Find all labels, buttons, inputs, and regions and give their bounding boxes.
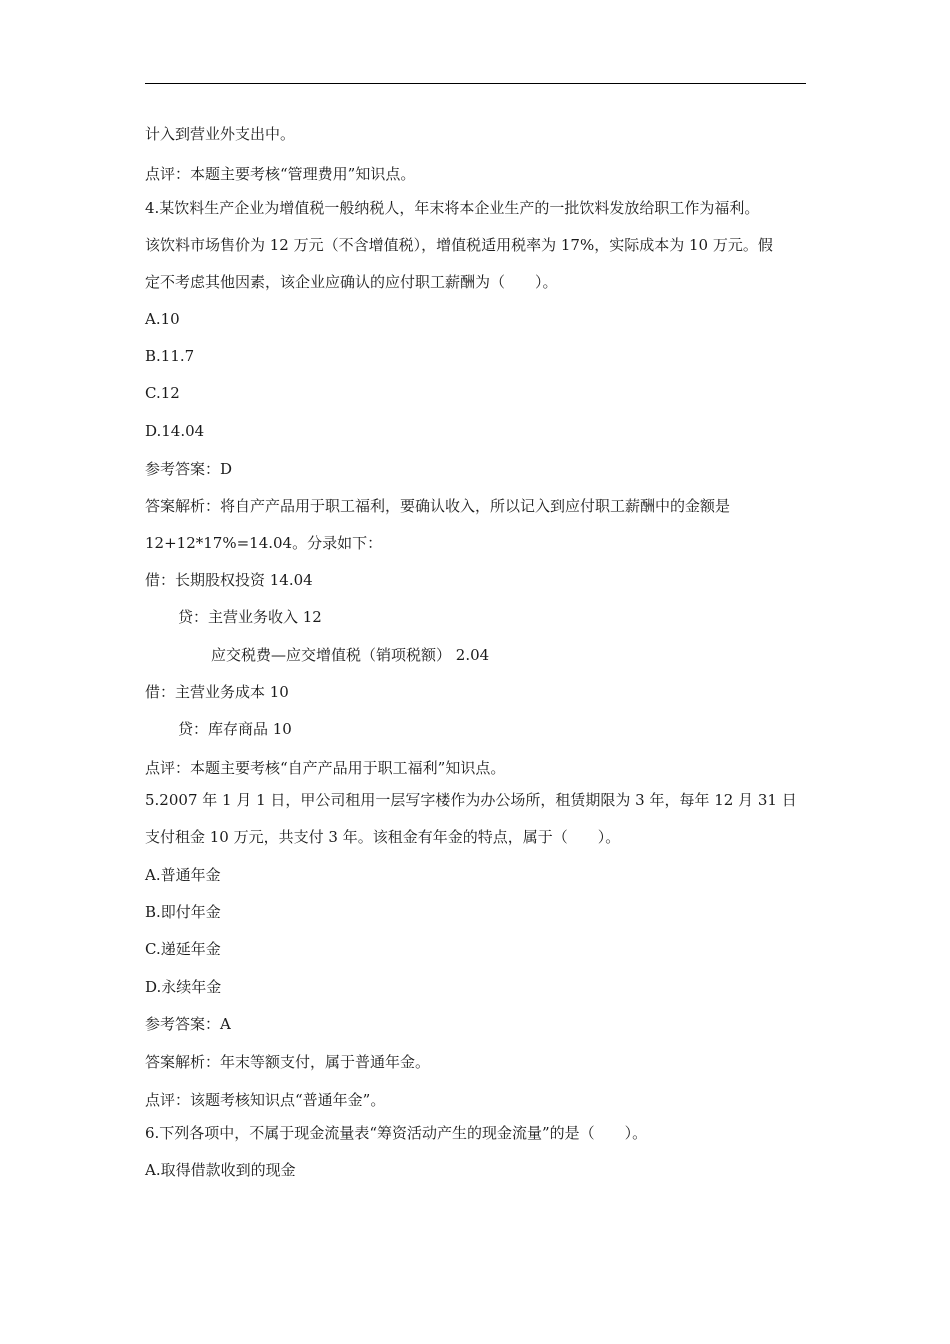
journal-entry-credit: 贷：库存商品 10 (178, 720, 292, 738)
option-a: A.10 (145, 310, 180, 328)
option-a: A.取得借款收到的现金 (145, 1161, 296, 1179)
answer-explanation: 答案解析：将自产产品用于职工福利，要确认收入，所以记入到应付职工薪酬中的金额是 (145, 497, 731, 515)
question-5-stem: 5.2007 年 1 月 1 日，甲公司租用一层写字楼作为办公场所，租赁期限为 3 年，每年 12 月 31 日 (145, 791, 797, 809)
comment-line: 点评：本题主要考核“自产产品用于职工福利”知识点。 (145, 759, 506, 777)
answer-explanation: 12+12*17%=14.04。分录如下： (145, 534, 383, 552)
option-c: C.递延年金 (145, 940, 221, 958)
option-d: D.永续年金 (145, 978, 222, 996)
comment-line: 点评：该题考核知识点“普通年金”。 (145, 1091, 386, 1109)
comment-line: 点评：本题主要考核“管理费用”知识点。 (145, 165, 416, 183)
reference-answer: 参考答案：A (145, 1015, 231, 1033)
option-b: B.即付年金 (145, 903, 221, 921)
option-b: B.11.7 (145, 347, 195, 365)
journal-entry-debit: 借：主营业务成本 10 (145, 683, 289, 701)
journal-entry-credit: 应交税费—应交增值税（销项税额） 2.04 (211, 646, 490, 664)
question-4-stem: 4.某饮料生产企业为增值税一般纳税人，年末将本企业生产的一批饮料发放给职工作为福利。 (145, 199, 760, 217)
question-4-stem: 该饮料市场售价为 12 万元（不含增值税），增值税适用税率为 17%，实际成本为 10 万元。假 (145, 236, 773, 254)
option-d: D.14.04 (145, 422, 205, 440)
option-a: A.普通年金 (145, 866, 221, 884)
text-line: 计入到营业外支出中。 (145, 125, 296, 143)
header-rule (145, 83, 806, 84)
answer-explanation: 答案解析：年末等额支付，属于普通年金。 (145, 1053, 431, 1071)
question-6-stem: 6.下列各项中，不属于现金流量表“筹资活动产生的现金流量”的是（ ）。 (145, 1124, 648, 1142)
option-c: C.12 (145, 384, 180, 402)
journal-entry-credit: 贷：主营业务收入 12 (178, 608, 322, 626)
question-5-stem: 支付租金 10 万元，共支付 3 年。该租金有年金的特点，属于（ ）。 (145, 828, 621, 846)
reference-answer: 参考答案：D (145, 460, 233, 478)
journal-entry-debit: 借：长期股权投资 14.04 (145, 571, 313, 589)
question-4-stem: 定不考虑其他因素，该企业应确认的应付职工薪酬为（ ）。 (145, 273, 558, 291)
